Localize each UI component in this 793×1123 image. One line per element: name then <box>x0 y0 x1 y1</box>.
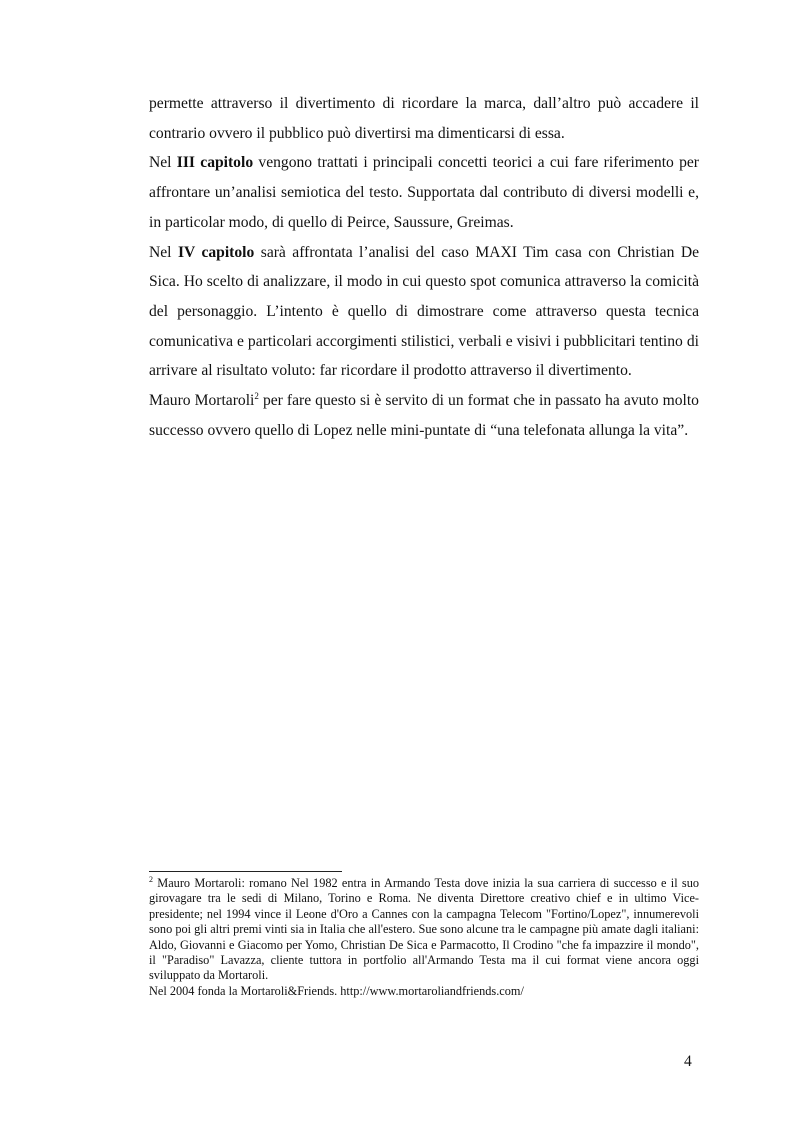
footnote-text: Mauro Mortaroli: romano Nel 1982 entra in Armando Testa dove inizia la sua carriera di successo e il suo girovagare tra le sedi di Milano, Torino e Roma. Ne diventa Direttore creativo chief e in ultimo Vice-presidente; nel 1994 vince il Leone d'Oro a Cannes con la campagna Telecom "Fortino/Lopez", innumerevoli sono poi gli altri premi vinti sia in Italia che all'estero. Sue sono alcune tra le campagne più amate dagli italiani: Aldo, Giovanni e Giacomo per Yomo, Christian De Sica e Parmacotto, Il Crodino "che fa impazzire il mondo", il "Paradiso" Lavazza, cliente tuttora in portfolio all'Armando Testa ma il cui format viene ancora oggi sviluppato da Mortaroli. <box>149 876 699 983</box>
footnote-marker: 2 <box>149 874 153 884</box>
paragraph-chapter-4-text: sarà affrontata l’analisi del caso MAXI Tim casa con Christian De Sica. Ho scelto di analizzare, il modo in cui questo spot comunica attraverso la comicità del personaggio. L’intento è quello di dimostrare come attraverso questa tecnica comunicativa e particolari accorgimenti stilistici, verbali e visivi i pubblicitari tentino di arrivare al risultato voluto: far ricordare il prodotto attraverso il divertimento. <box>149 243 699 380</box>
footnote-text-last: Nel 2004 fonda la Mortaroli&Friends. http://www.mortaroliandfriends.com/ <box>149 983 524 998</box>
paragraph-chapter-3-lead: Nel <box>149 154 177 172</box>
footnote <box>149 876 699 999</box>
paragraph-mortaroli-lead: Mauro Mortaroli <box>149 392 255 410</box>
chapter-4-heading: IV capitolo <box>177 243 255 261</box>
main-text <box>149 89 699 445</box>
footnote-reference[interactable]: 2 <box>254 390 259 401</box>
paragraph-intro-text: permette attraverso il divertimento di ricordare la marca, dall’altro può accadere il contrario ovvero il pubblico può divertirsi ma dimenticarsi di essa. <box>149 95 699 142</box>
paragraph-chapter-3 <box>149 148 699 237</box>
paragraph-chapter-3-text: vengono trattati i principali concetti teorici a cui fare riferimento per affrontare un’analisi semiotica del testo. Supportata dal contributo di diversi modelli e, in particolar modo, di quello di Peirce, Saussure, Greimas. <box>149 154 700 231</box>
footnote-separator <box>149 871 342 872</box>
footnote-body <box>149 876 699 984</box>
paragraph-mortaroli-text: per fare questo si è servito di un format che in passato ha avuto molto successo ovvero quello di Lopez nelle mini-puntate di “una telefonata allunga la vita”. <box>149 392 699 439</box>
chapter-3-heading: III capitolo <box>176 154 254 172</box>
paragraph-chapter-4 <box>149 238 699 387</box>
paragraph-intro <box>149 89 699 148</box>
footnote-body-last <box>149 984 699 999</box>
paragraph-mortaroli <box>149 386 699 445</box>
paragraph-chapter-4-lead: Nel <box>149 243 178 261</box>
page-number: 4 <box>684 1053 692 1070</box>
